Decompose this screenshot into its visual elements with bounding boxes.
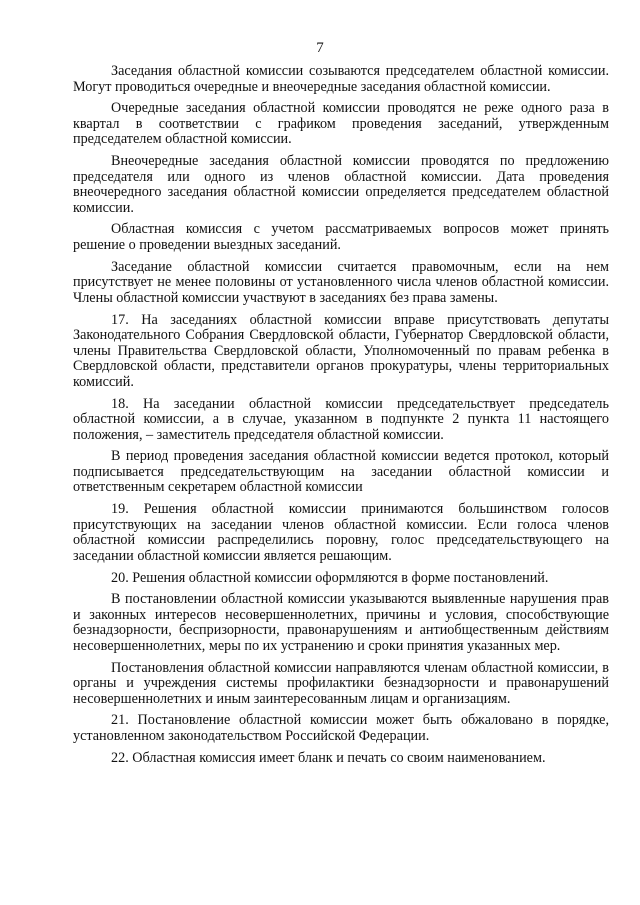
paragraph-item-21: 21. Постановление областной комиссии может быть обжаловано в порядке, установленном законодательством Российской Федерации. bbox=[73, 712, 609, 745]
paragraph-item-18: 18. На заседании областной комиссии председательствует председатель областной комиссии, а в случае, указанном в подпункте 2 пункта 11 настоящего положения, – заместитель председателя областной комиссии. bbox=[73, 395, 609, 443]
document-body bbox=[73, 64, 609, 773]
paragraph-regular-sessions: Очередные заседания областной комиссии проводятся не реже одного раза в квартал в соответствии с графиком проведения заседаний, утвержденным председателем областной комиссии. bbox=[73, 100, 609, 148]
paragraph-quorum: Заседание областной комиссии считается правомочным, если на нем присутствует не менее половины от установленного числа членов областной комиссии. Члены областной комиссии участвуют в заседаниях без права замены. bbox=[73, 258, 609, 306]
page-number: 7 bbox=[316, 40, 324, 56]
paragraph-resolution-distribution: Постановления областной комиссии направляются членам областной комиссии, в органы и учреждения системы профилактики безнадзорности и правонарушений несовершеннолетних и иным заинтересованным лицам и организациям. bbox=[73, 659, 609, 707]
paragraph-resolution-contents: В постановлении областной комиссии указываются выявленные нарушения прав и законных интересов несовершеннолетних, причины и условия, способствующие безнадзорности, беспризорности, правонарушениям и антиобщественным действиям несовершеннолетних, меры по их устранению и сроки принятия указанных мер. bbox=[73, 591, 609, 654]
paragraph-item-22: 22. Областная комиссия имеет бланк и печать со своим наименованием. bbox=[111, 749, 546, 766]
paragraph-offsite-sessions: Областная комиссия с учетом рассматриваемых вопросов может принять решение о проведении выездных заседаний. bbox=[73, 221, 609, 254]
paragraph-extraordinary-sessions: Внеочередные заседания областной комиссии проводятся по предложению председателя или одного из членов областной комиссии. Дата проведения внеочередного заседания областной комиссии определяется председателем областной комиссии. bbox=[73, 153, 609, 216]
paragraph-item-17: 17. На заседаниях областной комиссии вправе присутствовать депутаты Законодательного Собрания Свердловской области, Губернатор Свердловской области, члены Правительства Свердловской области, Уполномоченный по правам ребенка в Свердловской области, представители органов прокуратуры, члены территориальных комиссий. bbox=[73, 311, 609, 390]
paragraph-protocol: В период проведения заседания областной комиссии ведется протокол, который подписывается председательствующим на заседании областной комиссии и ответственным секретарем областной комиссии bbox=[73, 448, 609, 496]
paragraph-sessions-convened: Заседания областной комиссии созываются председателем областной комиссии. Могут проводиться очередные и внеочередные заседания областной комиссии. bbox=[73, 63, 609, 95]
paragraph-item-20: 20. Решения областной комиссии оформляются в форме постановлений. bbox=[111, 569, 549, 586]
paragraph-item-19: 19. Решения областной комиссии принимаются большинством голосов присутствующих на заседании членов областной комиссии. Если голоса членов областной комиссии распределились поровну, голос председательствующего на заседании областной комиссии является решающим. bbox=[73, 501, 609, 564]
